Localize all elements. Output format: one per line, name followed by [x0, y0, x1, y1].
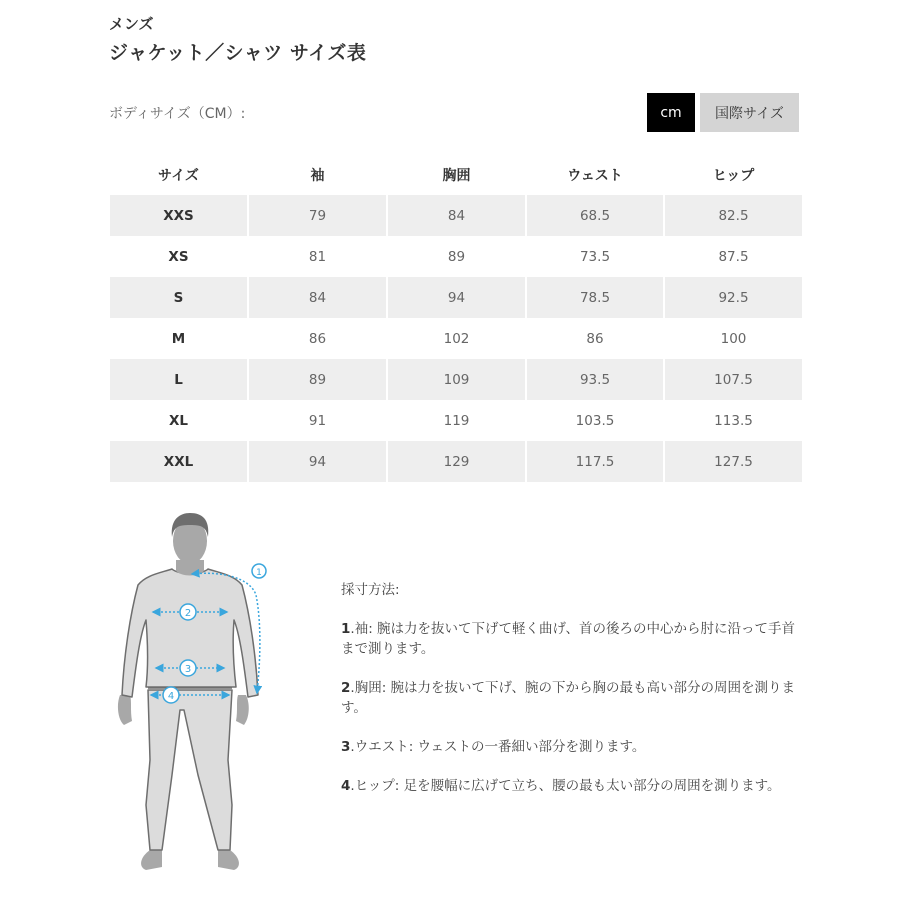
- unit-cm-button[interactable]: cm: [647, 93, 695, 132]
- marker-2: [180, 604, 196, 620]
- table-row: [110, 359, 802, 400]
- cell-hip: 127.5: [665, 441, 802, 482]
- cell-sleeve: 79: [249, 195, 386, 236]
- instruction-number: 3: [341, 739, 351, 755]
- cell-waist: 68.5: [527, 195, 663, 236]
- body-measurement-figure: [110, 505, 290, 875]
- table-row: [110, 400, 802, 441]
- cell-size: XXL: [110, 441, 247, 482]
- table-row: [110, 236, 802, 277]
- cell-hip: 107.5: [665, 359, 802, 400]
- cell-hip: 92.5: [665, 277, 802, 318]
- cell-size: XS: [168, 248, 189, 265]
- cell-chest: 119: [443, 412, 470, 429]
- cell-size: S: [110, 277, 247, 318]
- table-row: [110, 277, 802, 318]
- instruction-text: ウェストの一番細い部分を測ります。: [417, 739, 646, 755]
- body-size-label: ボディサイズ（CM）:: [109, 106, 246, 122]
- human-body-illustration: [110, 505, 290, 875]
- cell-size: L: [110, 359, 247, 400]
- header-waist: ウェスト: [567, 168, 623, 184]
- instruction-chest: [341, 678, 801, 718]
- marker-4: [163, 687, 179, 703]
- table-row: [110, 318, 802, 359]
- header-chest: 胸囲: [442, 168, 471, 184]
- instruction-waist: [341, 737, 801, 757]
- instruction-text: 腕は力を抜いて下げて軽く曲げ、首の後ろの中心から肘に沿って手首まで測ります。: [341, 621, 796, 657]
- cell-hip: 113.5: [714, 412, 753, 429]
- cell-chest: 84: [388, 195, 525, 236]
- header-hip: ヒップ: [712, 168, 755, 184]
- cell-sleeve: 94: [249, 441, 386, 482]
- header-size: サイズ: [158, 168, 199, 184]
- svg-text:4: 4: [167, 691, 175, 702]
- svg-text:3: 3: [184, 664, 192, 675]
- instruction-sleeve: [341, 619, 801, 659]
- measurement-instructions: [341, 580, 801, 815]
- cell-sleeve: 91: [308, 412, 327, 429]
- unit-international-size-button[interactable]: 国際サイズ: [700, 93, 799, 132]
- svg-text:2: 2: [184, 608, 192, 619]
- page-title: ジャケット／シャツ サイズ表: [109, 42, 367, 64]
- cell-chest: 129: [388, 441, 525, 482]
- instruction-number: 2: [341, 680, 351, 696]
- cell-sleeve: 86: [308, 330, 327, 347]
- cell-chest: 109: [388, 359, 525, 400]
- cell-waist: 103.5: [575, 412, 615, 429]
- instruction-label: .ウエスト:: [350, 739, 418, 755]
- cell-waist: 78.5: [527, 277, 663, 318]
- cell-hip: 87.5: [718, 248, 749, 265]
- instruction-label: .袖:: [350, 621, 378, 637]
- table-header-row: [110, 155, 802, 195]
- cell-waist: 86: [586, 330, 604, 347]
- cell-hip: 82.5: [665, 195, 802, 236]
- instruction-hip: [341, 776, 801, 796]
- unit-toggle: [647, 93, 799, 132]
- marker-3: [180, 660, 196, 676]
- instruction-text: 腕は力を抜いて下げ、腕の下から胸の最も高い部分の周囲を測ります。: [341, 680, 796, 716]
- cell-sleeve: 84: [249, 277, 386, 318]
- size-table: [108, 155, 804, 482]
- cell-chest: 102: [443, 330, 470, 347]
- cell-size: XL: [168, 412, 188, 429]
- instruction-text: 足を腰幅に広げて立ち、腰の最も太い部分の周囲を測ります。: [403, 778, 781, 794]
- table-row: [110, 195, 802, 236]
- cell-sleeve: 89: [249, 359, 386, 400]
- instruction-label: .胸囲:: [350, 680, 391, 696]
- cell-waist: 93.5: [527, 359, 663, 400]
- marker-1: [252, 564, 266, 578]
- header-sleeve: 袖: [310, 168, 325, 184]
- cell-size: XXS: [110, 195, 247, 236]
- cell-hip: 100: [720, 330, 747, 347]
- svg-text:1: 1: [256, 568, 262, 578]
- cell-sleeve: 81: [308, 248, 327, 265]
- cell-chest: 89: [447, 248, 466, 265]
- cell-waist: 73.5: [579, 248, 611, 265]
- instruction-number: 1: [341, 621, 351, 637]
- section-subtitle: メンズ: [109, 15, 154, 33]
- instruction-label: .ヒップ:: [350, 778, 404, 794]
- cell-waist: 117.5: [527, 441, 663, 482]
- cell-size: M: [171, 330, 186, 347]
- instructions-heading: 採寸方法:: [341, 582, 400, 598]
- table-row: [110, 441, 802, 482]
- cell-chest: 94: [388, 277, 525, 318]
- instruction-number: 4: [341, 778, 351, 794]
